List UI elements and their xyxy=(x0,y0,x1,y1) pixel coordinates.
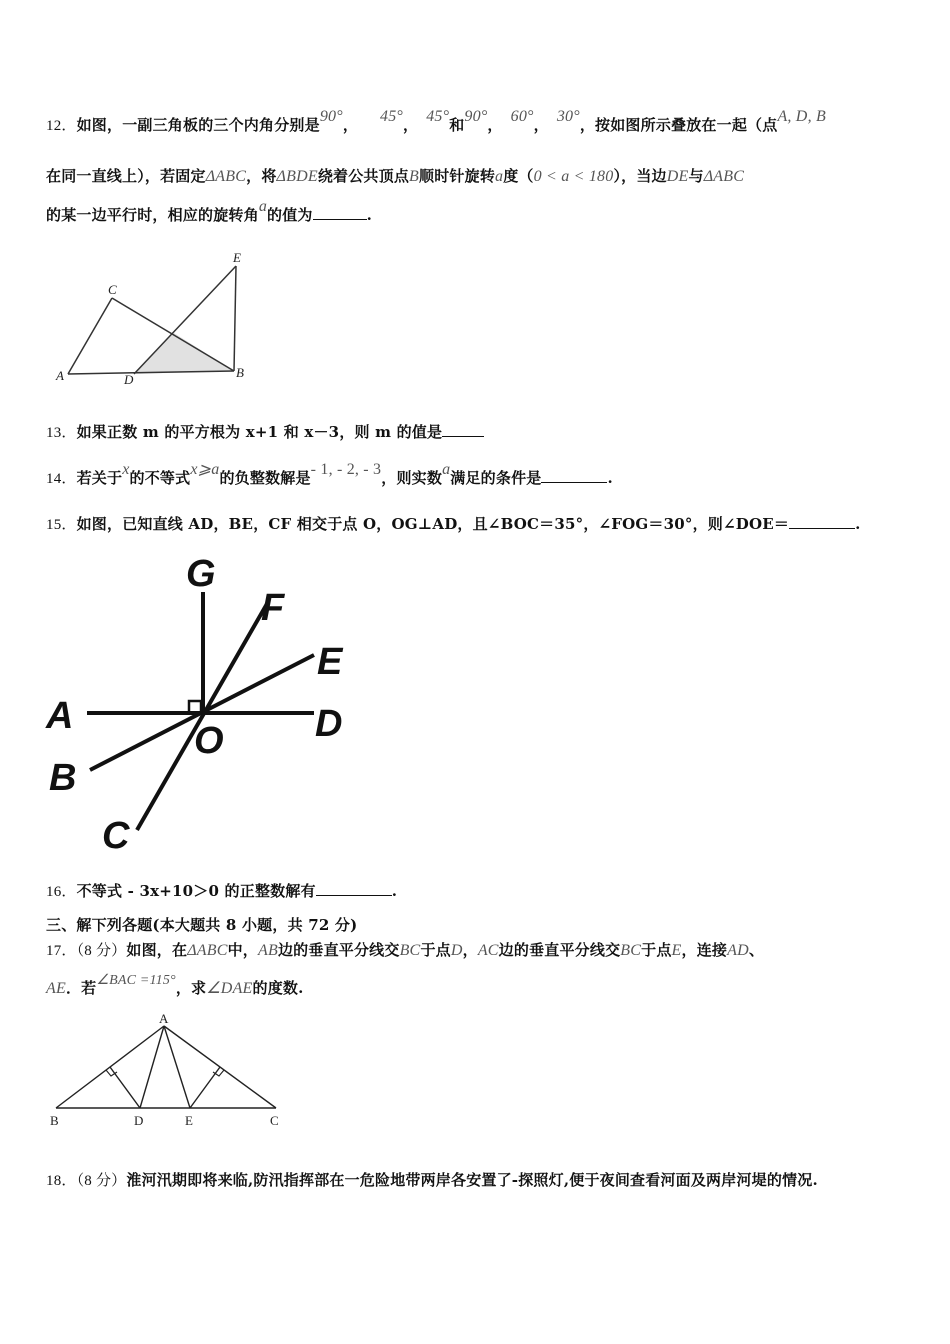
q12-line-2 xyxy=(46,165,744,186)
q16-text: 不等式 - 3x+10＞0 的正整数解有 xyxy=(76,882,316,900)
q14-answer-blank xyxy=(541,468,607,483)
q17-text-9: 、 xyxy=(748,941,765,959)
q17-text-8: ，连接 xyxy=(681,941,728,959)
q17-seg-bc-1: BC xyxy=(399,942,421,959)
q12-line-3 xyxy=(46,198,373,225)
q12-sep-4: ， xyxy=(533,116,549,134)
q12-vertex-b: B xyxy=(409,168,420,185)
q12-text-4: ，将 xyxy=(246,167,277,185)
q12-sep-2: ， xyxy=(403,116,419,134)
q17-label-c: C xyxy=(270,1113,279,1128)
q12-end: . xyxy=(366,206,373,224)
q16-end: . xyxy=(391,882,398,900)
q17-text-10: ．若 xyxy=(65,979,97,997)
q12-sep-1: ， xyxy=(342,116,359,134)
q12-angle-6: 30° xyxy=(556,108,580,125)
q12-angle-5: 60° xyxy=(510,108,534,125)
q17-label-e: E xyxy=(185,1113,193,1128)
q14-var-a: a xyxy=(442,461,451,478)
q17-seg-bc-2: BC xyxy=(620,942,642,959)
q12-figure xyxy=(50,250,270,390)
q15-label-g: G xyxy=(186,553,216,595)
q17-seg-ac: AC xyxy=(477,942,499,959)
q12-var-a-2: a xyxy=(258,198,268,215)
q15-label-e: E xyxy=(317,641,343,683)
q12-angle-3: 45° xyxy=(426,108,450,125)
q17-text-12: 的度数. xyxy=(252,979,304,997)
q12-text-5: 绕着公共顶点 xyxy=(317,167,410,185)
q14-text-3: 的负整数解是 xyxy=(219,469,311,487)
q17-text-5: ， xyxy=(462,941,478,959)
q12-line-1 xyxy=(46,108,826,135)
q15-label-d: D xyxy=(315,703,343,745)
q17-point-e: E xyxy=(671,942,682,959)
q17-text-1: 如图，在 xyxy=(126,941,188,959)
q15-figure xyxy=(44,550,364,860)
q17-label-b: B xyxy=(50,1113,59,1128)
q17-text-4: 于点 xyxy=(420,941,451,959)
q15-label-a: A xyxy=(46,695,74,737)
q15-label-o: O xyxy=(194,720,224,762)
q17-figure xyxy=(44,1010,294,1130)
q12-text-6: 顺时针旋转 xyxy=(419,167,496,185)
q15-number: 15． xyxy=(46,517,77,533)
q17-seg-ad: AD xyxy=(727,942,749,959)
q12-shaded-overlap xyxy=(134,333,234,374)
q13-text: 如果正数 m 的平方根为 x+1 和 x－3，则 m 的值是 xyxy=(76,423,443,441)
q17-text-3: 边的垂直平分线交 xyxy=(277,941,400,959)
q12-range: 0 < a < 180 xyxy=(533,168,614,185)
q16-number: 16． xyxy=(46,884,77,900)
q14-text-1: 若关于 xyxy=(76,469,123,487)
q16-answer-blank xyxy=(316,881,392,896)
q17-text-6: 边的垂直平分线交 xyxy=(498,941,621,959)
q14-text-5: 满足的条件是 xyxy=(450,469,542,487)
q12-label-c: C xyxy=(108,282,117,297)
q12-and: 和 xyxy=(449,116,465,134)
q17-label-d: D xyxy=(134,1113,144,1128)
q14-text-4: ，则实数 xyxy=(381,469,443,487)
q17-text-7: 于点 xyxy=(641,941,672,959)
q12-text-11: 的值为 xyxy=(267,206,313,224)
q14-number: 14． xyxy=(46,471,77,487)
q12-label-a: A xyxy=(56,368,64,383)
q12-angle-1: 90° xyxy=(319,108,343,125)
q12-text-7: 度（ xyxy=(503,167,534,185)
q14-solutions: - 1, - 2, - 3 xyxy=(310,461,382,478)
q17-seg-ab: AB xyxy=(258,942,278,959)
q12-var-a: a xyxy=(495,168,504,185)
q12-angle-2: 45° xyxy=(380,108,404,125)
q12-line-eb xyxy=(234,266,236,371)
q18-number: 18． xyxy=(46,1173,77,1189)
q12-label-d: D xyxy=(124,372,134,387)
q14-inequality: x⩾a xyxy=(190,461,220,478)
q12-label-b: B xyxy=(236,365,244,380)
q15-label-f: F xyxy=(261,587,285,629)
q15-label-c: C xyxy=(102,815,130,857)
q12-label-e: E xyxy=(233,250,241,265)
q17-line-ae xyxy=(164,1026,190,1108)
q12-text-10: 的某一边平行时，相应的旋转角 xyxy=(46,206,259,224)
section-3-text: 三、解下列各题(本大题共 8 小题，共 72 分) xyxy=(46,916,358,934)
q18-score: （8 分） xyxy=(76,1173,127,1189)
q17-angle-bac: ∠BAC =115° xyxy=(96,973,176,988)
q17-label-a: A xyxy=(159,1011,169,1026)
q12-text-8: ），当边 xyxy=(613,167,667,185)
q14-var-x: x xyxy=(122,461,130,478)
q18-line xyxy=(46,1169,818,1190)
q12-tri-bde: ΔBDE xyxy=(276,168,318,185)
q17-text-11: ，求 xyxy=(175,979,207,997)
q16-line xyxy=(46,880,397,901)
q12-answer-blank xyxy=(313,205,367,220)
q17-score: （8 分） xyxy=(76,943,127,959)
q12-tri-abc: ΔABC xyxy=(205,168,247,185)
q17-number: 17． xyxy=(46,943,77,959)
q14-text-2: 的不等式 xyxy=(129,469,191,487)
q12-text-2: ，按如图所示叠放在一起（点 xyxy=(579,116,778,134)
q13-line xyxy=(46,421,484,442)
q15-line xyxy=(46,513,861,534)
q12-line-ac xyxy=(68,298,112,374)
q12-angle-4: 90° xyxy=(464,108,488,125)
q12-tri-abc-2: ΔABC xyxy=(703,168,745,185)
q17-line-2 xyxy=(46,973,304,998)
q17-seg-ae: AE xyxy=(46,980,66,997)
q15-end: . xyxy=(855,515,861,533)
q17-tri: ΔABC xyxy=(187,942,228,959)
q13-answer-blank xyxy=(442,422,484,437)
q15-text: 如图，已知直线 AD，BE，CF 相交于点 O，OG⊥AD，且∠BOC＝35°，∠FOG＝30°，则∠DOE＝ xyxy=(76,515,790,533)
q17-line-1 xyxy=(46,939,764,960)
q17-point-d: D xyxy=(450,942,463,959)
q15-answer-blank xyxy=(789,514,855,529)
q17-line-ad xyxy=(140,1026,164,1108)
section-3-heading xyxy=(46,914,357,935)
q17-text-2: 中， xyxy=(227,941,259,959)
q13-number: 13． xyxy=(46,425,77,441)
q14-line xyxy=(46,461,613,488)
q12-text-1: 如图，一副三角板的三个内角分别是 xyxy=(76,116,320,134)
q17-angle-dae: ∠DAE xyxy=(206,980,253,997)
q14-end: . xyxy=(607,469,613,487)
q12-seg-de: DE xyxy=(666,168,689,185)
q12-text-9: 与 xyxy=(688,167,704,185)
q15-label-b: B xyxy=(49,757,77,799)
q12-sep-3: ， xyxy=(487,116,503,134)
q12-number: 12． xyxy=(46,118,77,134)
q12-points: A, D, B xyxy=(777,108,826,125)
q18-text: 淮河汛期即将来临,防汛指挥部在一危险地带两岸各安置了-探照灯,便于夜间查看河面及两岸河堤的情况. xyxy=(126,1171,818,1189)
q12-text-3: 在同一直线上），若固定 xyxy=(46,167,206,185)
